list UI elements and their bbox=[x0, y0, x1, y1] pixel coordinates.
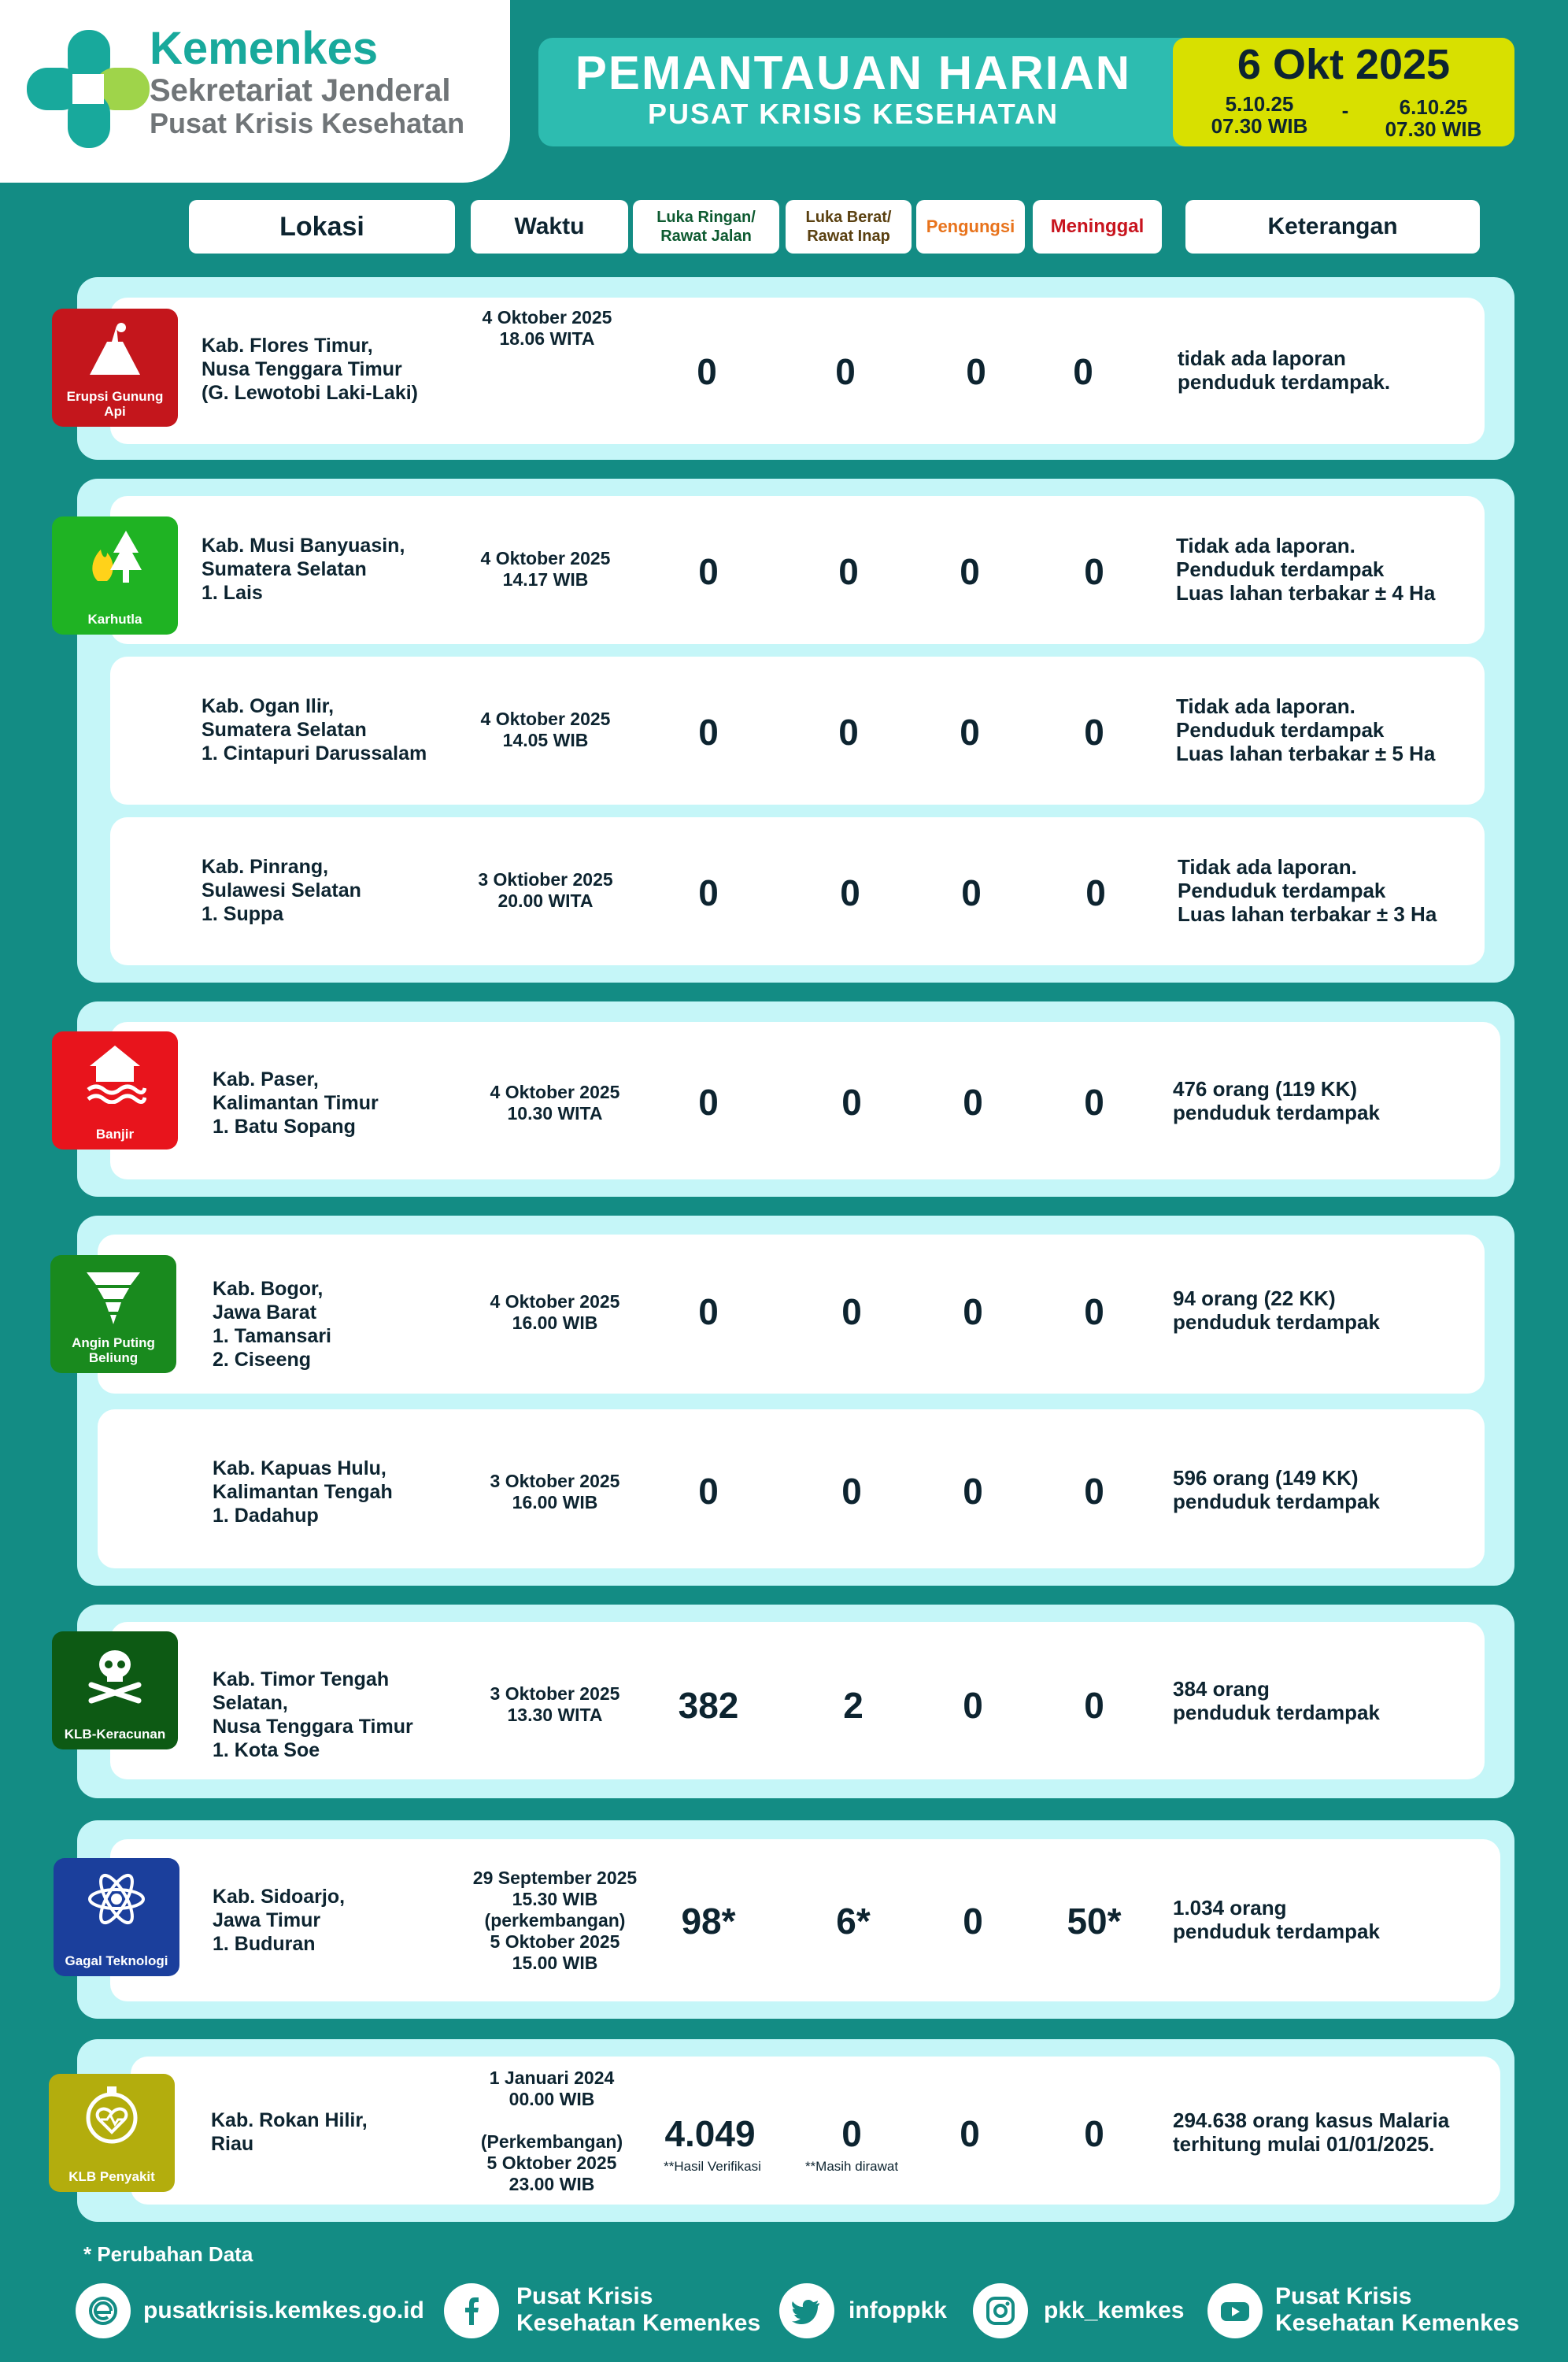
location-text: Kab. Sidoarjo, Jawa Timur 1. Buduran bbox=[213, 1886, 346, 1955]
keterangan-text: Tidak ada laporan. Penduduk terdampak Luas lahan terbakar ± 5 Ha bbox=[1176, 694, 1436, 765]
pengungsi-value: 0 bbox=[961, 872, 982, 913]
kemenkes-logo-icon bbox=[27, 30, 150, 148]
luka-berat-value: 0 bbox=[835, 351, 856, 392]
meninggal-value: 0 bbox=[1084, 1082, 1104, 1123]
luka-ringan-note: **Hasil Verifikasi bbox=[664, 2159, 761, 2174]
range-end: 6.10.25 07.30 WIB bbox=[1385, 95, 1482, 141]
website-link[interactable]: pusatkrisis.kemkes.go.id bbox=[143, 2297, 424, 2323]
luka-berat-value: 6* bbox=[836, 1901, 871, 1942]
luka-berat-value: 0 bbox=[838, 551, 859, 592]
tornado-icon: Angin Puting Beliung bbox=[50, 1255, 176, 1373]
time-text: 4 Oktober 2025 16.00 WIB bbox=[490, 1291, 620, 1333]
location-text: Kab. Rokan Hilir, Riau bbox=[211, 2109, 368, 2155]
meninggal-value: 0 bbox=[1085, 872, 1106, 913]
luka-berat-note: **Masih dirawat bbox=[804, 2159, 899, 2174]
location-text: Kab. Paser, Kalimantan Timur 1. Batu Sopang bbox=[213, 1068, 379, 1138]
keterangan-text: Tidak ada laporan. Penduduk terdampak Luas lahan terbakar ± 4 Ha bbox=[1176, 534, 1436, 605]
skull-crossbones-icon: KLB-Keracunan bbox=[52, 1631, 178, 1749]
location-text: Kab. Musi Banyuasin, Sumatera Selatan 1. Lais bbox=[202, 535, 405, 604]
location-text: Kab. Kapuas Hulu, Kalimantan Tengah 1. Dadahup bbox=[213, 1457, 393, 1527]
meninggal-value: 0 bbox=[1073, 351, 1093, 392]
keterangan-text: tidak ada laporan penduduk terdampak. bbox=[1178, 346, 1391, 394]
forest-fire-icon: Karhutla bbox=[52, 516, 178, 635]
youtube-icon bbox=[1207, 2283, 1263, 2338]
pengungsi-value: 0 bbox=[963, 1082, 983, 1123]
luka-berat-value: 0 bbox=[841, 1471, 862, 1512]
col-header-luka-ringan: Luka Ringan/ Rawat Jalan bbox=[633, 200, 779, 254]
instagram-link[interactable]: pkk_kemkes bbox=[1044, 2297, 1185, 2323]
pengungsi-value: 0 bbox=[963, 1901, 983, 1942]
range-start: 5.10.25 07.30 WIB bbox=[1211, 92, 1308, 138]
flood-house-icon: Banjir bbox=[52, 1031, 178, 1150]
luka-ringan-value: 0 bbox=[698, 872, 719, 913]
keterangan-text: Tidak ada laporan. Penduduk terdampak Luas lahan terbakar ± 3 Ha bbox=[1178, 855, 1437, 926]
col-header-lokasi: Lokasi bbox=[189, 200, 455, 254]
page-title: PEMANTAUAN HARIAN bbox=[575, 46, 1132, 99]
heart-stopwatch-icon: KLB Penyakit bbox=[49, 2074, 175, 2192]
pengungsi-value: 0 bbox=[960, 712, 980, 753]
report-date: 6 Okt 2025 bbox=[1237, 41, 1451, 88]
pengungsi-value: 0 bbox=[963, 1291, 983, 1332]
logo-subtitle: Sekretariat Jenderal bbox=[150, 73, 451, 108]
keterangan-text: 1.034 orang penduduk terdampak bbox=[1173, 1896, 1380, 1943]
instagram-icon bbox=[973, 2283, 1028, 2338]
meninggal-value: 0 bbox=[1084, 2113, 1104, 2154]
luka-berat-value: 0 bbox=[841, 1291, 862, 1332]
keterangan-text: 94 orang (22 KK) penduduk terdampak bbox=[1173, 1287, 1380, 1334]
meninggal-value: 0 bbox=[1084, 551, 1104, 592]
pengungsi-value: 0 bbox=[960, 2113, 980, 2154]
atom-hazard-icon: Gagal Teknologi bbox=[54, 1858, 179, 1976]
location-text: Kab. Ogan Ilir, Sumatera Selatan 1. Cintapuri Darussalam bbox=[202, 695, 427, 765]
meninggal-value: 0 bbox=[1084, 1471, 1104, 1512]
keterangan-text: 294.638 orang kasus Malaria terhitung mulai 01/01/2025. bbox=[1173, 2108, 1450, 2156]
luka-ringan-value: 382 bbox=[678, 1685, 739, 1726]
luka-ringan-value: 0 bbox=[698, 1291, 719, 1332]
time-text: 4 Oktober 2025 10.30 WITA bbox=[490, 1082, 620, 1124]
location-text: Kab. Flores Timur, Nusa Tenggara Timur (G. Lewotobi Laki-Laki) bbox=[202, 335, 419, 404]
range-separator: - bbox=[1341, 98, 1349, 122]
time-text: 29 September 2025 15.30 WIB (perkembangan) 5 Oktober 2025 15.00 WIB bbox=[472, 1868, 638, 1973]
time-text: 4 Oktober 2025 14.17 WIB bbox=[480, 548, 611, 590]
keterangan-text: 476 orang (119 KK) penduduk terdampak bbox=[1173, 1077, 1380, 1124]
luka-ringan-value: 0 bbox=[698, 1082, 719, 1123]
pengungsi-value: 0 bbox=[966, 351, 986, 392]
luka-ringan-value: 98* bbox=[681, 1901, 736, 1942]
meninggal-value: 50* bbox=[1067, 1901, 1122, 1942]
time-text: 3 Oktiober 2025 20.00 WITA bbox=[478, 869, 613, 911]
col-header-meninggal: Meninggal bbox=[1033, 200, 1162, 254]
twitter-link[interactable]: infoppkk bbox=[849, 2297, 947, 2323]
time-text: 3 Oktober 2025 13.30 WITA bbox=[490, 1683, 620, 1725]
logo-subtitle-2: Pusat Krisis Kesehatan bbox=[150, 107, 465, 139]
location-text: Kab. Bogor, Jawa Barat 1. Tamansari 2. Ciseeng bbox=[213, 1278, 332, 1371]
youtube-link[interactable]: Pusat Krisis Kesehatan Kemenkes bbox=[1275, 2283, 1520, 2336]
col-header-pengungsi: Pengungsi bbox=[916, 200, 1025, 254]
col-header-keterangan: Keterangan bbox=[1185, 200, 1480, 254]
luka-ringan-value: 0 bbox=[697, 351, 717, 392]
luka-ringan-value: 4.049 bbox=[664, 2113, 756, 2154]
location-text: Kab. Pinrang, Sulawesi Selatan 1. Suppa bbox=[202, 856, 361, 925]
time-text: 4 Oktober 2025 14.05 WIB bbox=[480, 709, 611, 750]
footnote: * Perubahan Data bbox=[83, 2242, 253, 2266]
time-text: 1 Januari 2024 00.00 WIB (Perkembangan) 5 Oktober 2025 23.00 WIB bbox=[480, 2068, 623, 2194]
keterangan-text: 384 orang penduduk terdampak bbox=[1173, 1677, 1380, 1724]
pengungsi-value: 0 bbox=[963, 1685, 983, 1726]
keterangan-text: 596 orang (149 KK) penduduk terdampak bbox=[1173, 1466, 1380, 1513]
meninggal-value: 0 bbox=[1084, 1685, 1104, 1726]
luka-berat-value: 0 bbox=[840, 872, 860, 913]
logo-title: Kemenkes bbox=[150, 23, 379, 74]
meninggal-value: 0 bbox=[1084, 712, 1104, 753]
twitter-icon bbox=[779, 2283, 834, 2338]
page-subtitle: PUSAT KRISIS KESEHATAN bbox=[647, 98, 1060, 130]
luka-berat-value: 0 bbox=[838, 712, 859, 753]
meninggal-value: 0 bbox=[1084, 1291, 1104, 1332]
col-header-luka-berat: Luka Berat/ Rawat Inap bbox=[786, 200, 912, 254]
luka-ringan-value: 0 bbox=[698, 551, 719, 592]
luka-berat-value: 2 bbox=[843, 1685, 864, 1726]
time-text: 4 Oktober 2025 18.06 WITA bbox=[482, 307, 612, 349]
location-text: Kab. Timor Tengah Selatan, Nusa Tenggara Timur 1. Kota Soe bbox=[213, 1668, 413, 1761]
facebook-link[interactable]: Pusat Krisis Kesehatan Kemenkes bbox=[516, 2283, 761, 2336]
col-header-waktu: Waktu bbox=[471, 200, 628, 254]
time-text: 3 Oktober 2025 16.00 WIB bbox=[490, 1471, 620, 1512]
luka-ringan-value: 0 bbox=[698, 712, 719, 753]
facebook-icon bbox=[444, 2283, 499, 2338]
luka-berat-value: 0 bbox=[841, 2113, 862, 2154]
pengungsi-value: 0 bbox=[960, 551, 980, 592]
pengungsi-value: 0 bbox=[963, 1471, 983, 1512]
website-icon bbox=[76, 2283, 131, 2338]
luka-berat-value: 0 bbox=[841, 1082, 862, 1123]
luka-ringan-value: 0 bbox=[698, 1471, 719, 1512]
volcano-icon: Erupsi Gunung Api bbox=[52, 309, 178, 427]
